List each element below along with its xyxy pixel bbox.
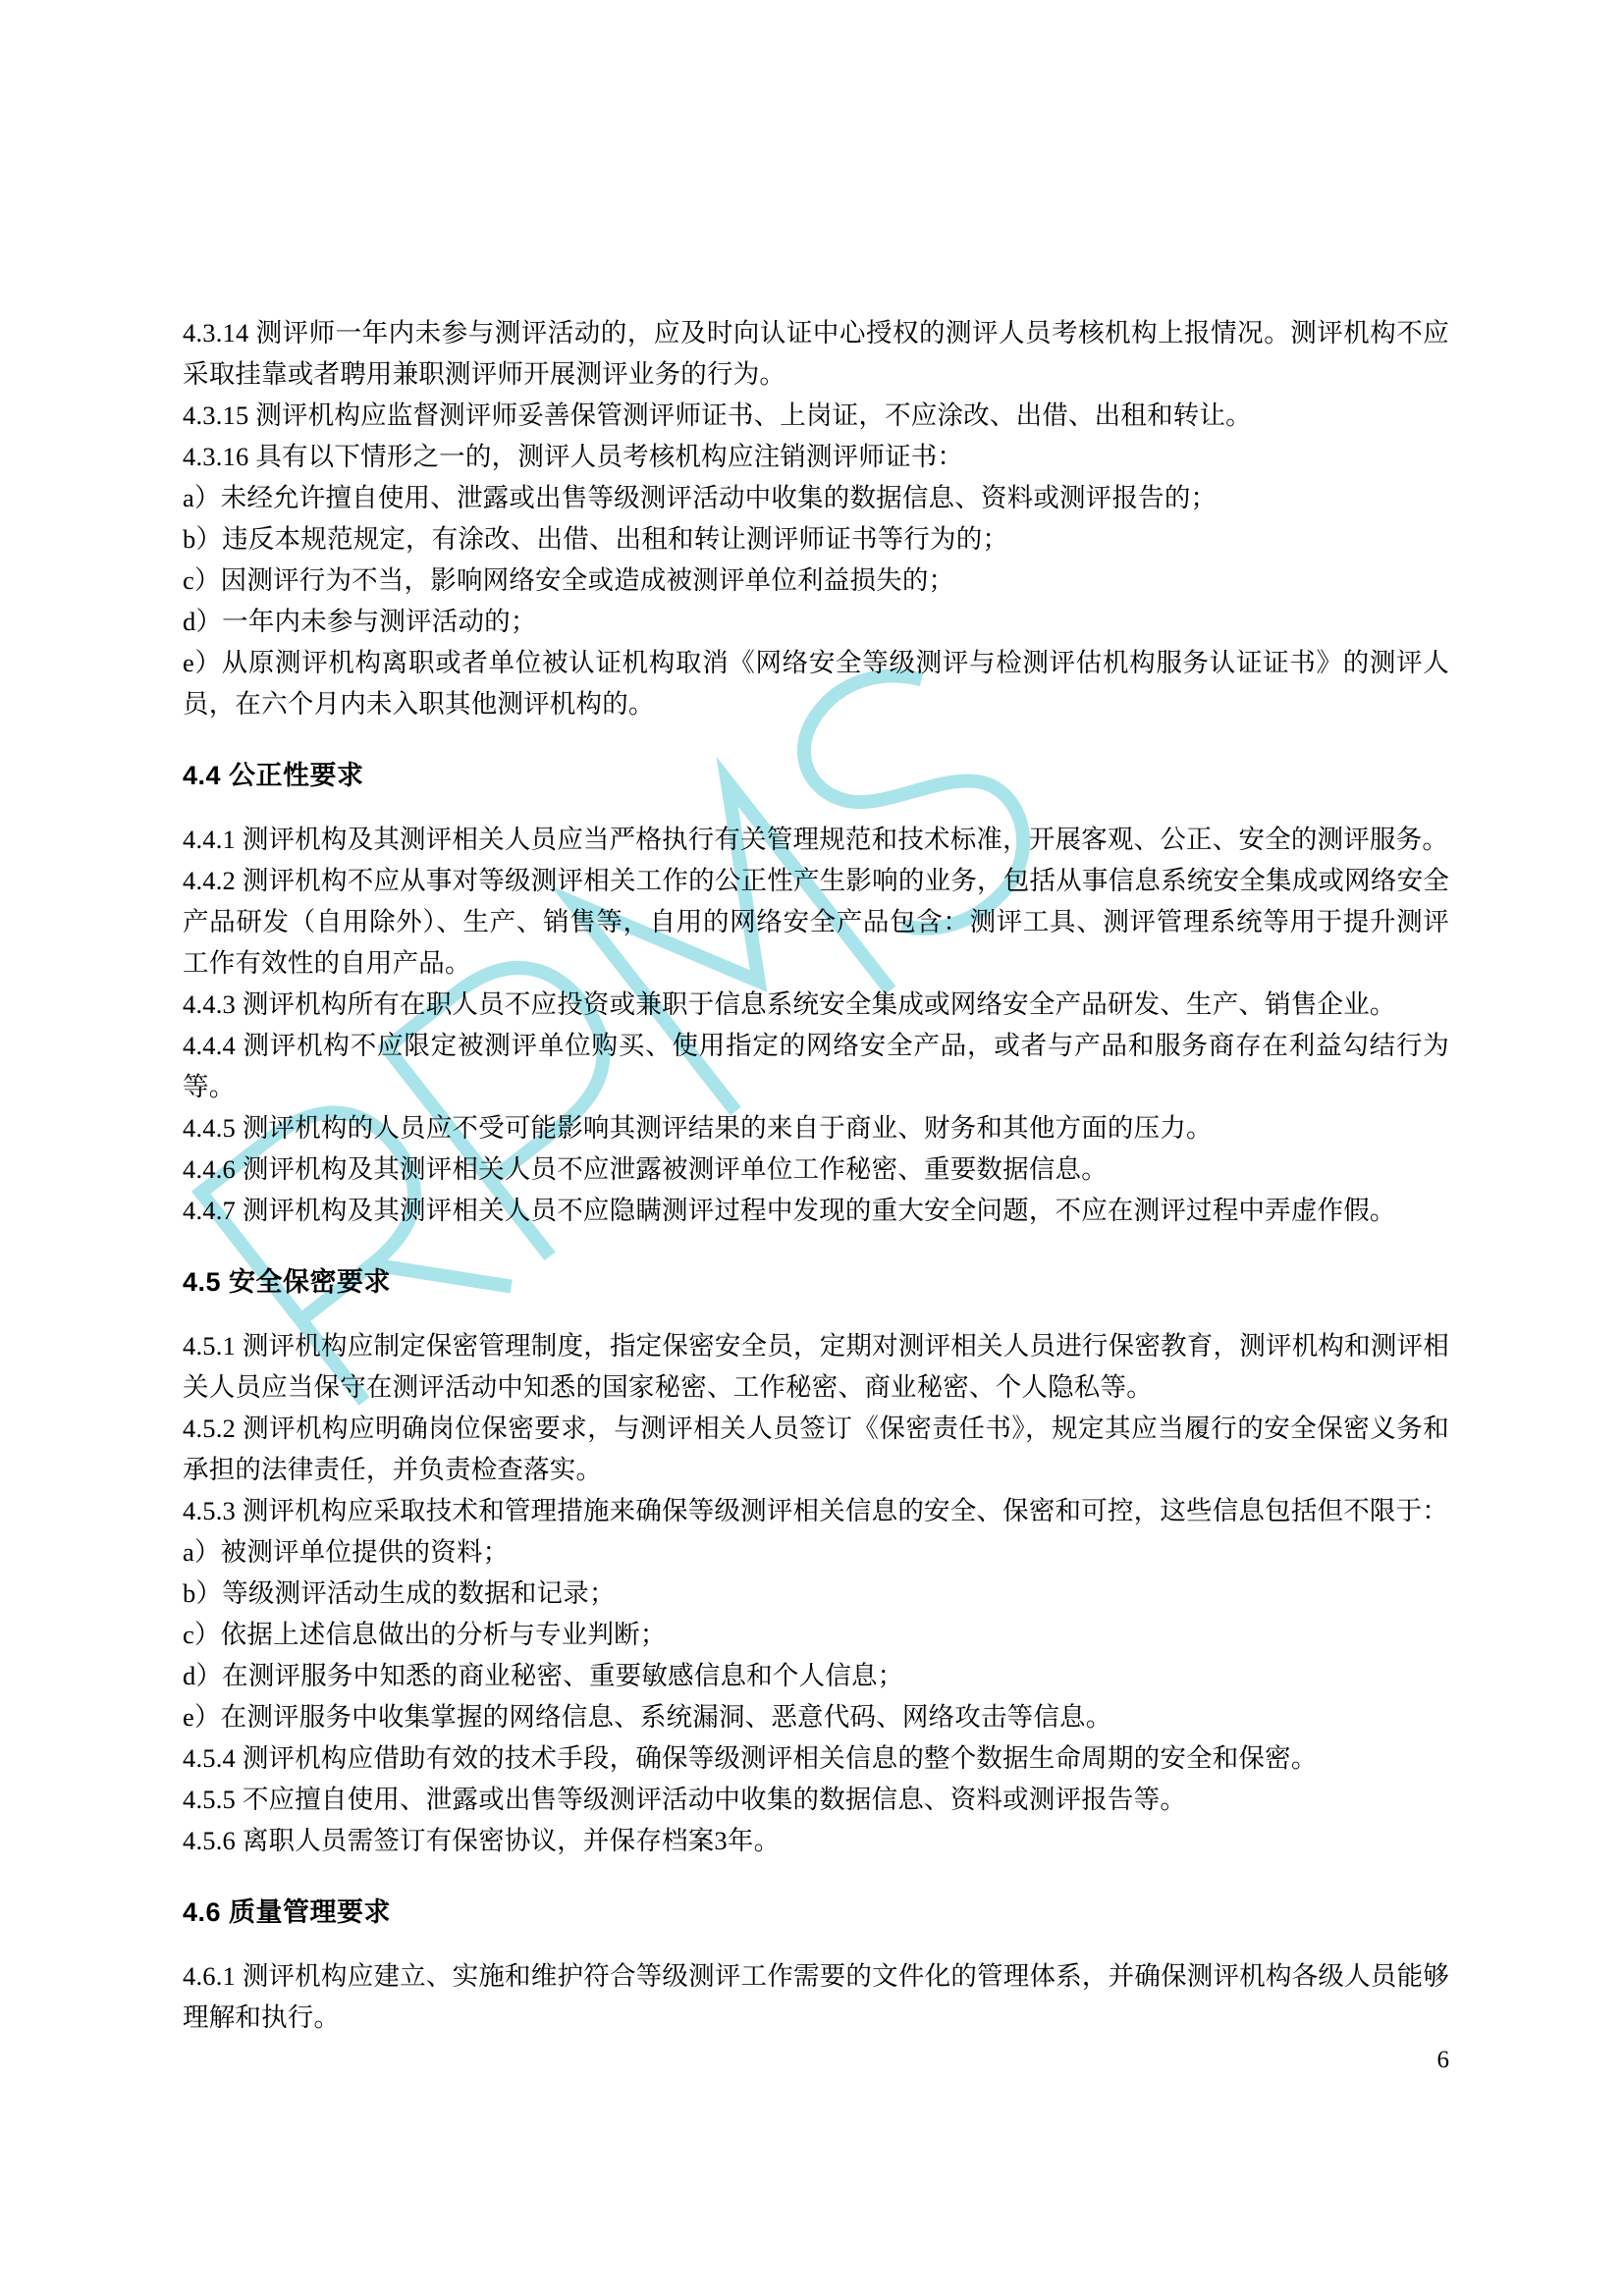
paragraph: 4.5.2 测评机构应明确岗位保密要求，与测评相关人员签订《保密责任书》，规定其应当履行的安全保密义务和承担的法律责任，并负责检查落实。 — [183, 1414, 1449, 1484]
list-item: d）在测评服务中知悉的商业秘密、重要敏感信息和个人信息； — [183, 1661, 904, 1690]
list-item: b）等级测评活动生成的数据和记录； — [183, 1578, 616, 1608]
section-4-3-continued — [183, 312, 1449, 724]
paragraph: 4.4.1 测评机构及其测评相关人员应当严格执行有关管理规范和技术标准，开展客观、公正、安全的测评服务。 — [183, 825, 1449, 854]
section-heading-4-5: 4.5 安全保密要求 — [183, 1267, 392, 1297]
section-4-5 — [183, 1325, 1449, 1861]
section-4-4 — [183, 819, 1449, 1231]
document-body — [183, 312, 1449, 2038]
list-item: d）一年内未参与测评活动的； — [183, 607, 537, 636]
list-item: c）因测评行为不当，影响网络安全或造成被测评单位利益损失的； — [183, 565, 955, 595]
paragraph: 4.4.5 测评机构的人员应不受可能影响其测评结果的来自于商业、财务和其他方面的压力。 — [183, 1113, 1213, 1143]
paragraph: 4.4.2 测评机构不应从事对等级测评相关工作的公正性产生影响的业务，包括从事信息系统安全集成或网络安全产品研发（自用除外）、生产、销售等，自用的网络安全产品包含：测评工具、测评管理系统等用于提升测评工作有效性的自用产品。 — [183, 866, 1449, 978]
paragraph: 4.5.6 离职人员需签订有保密协议，并保存档案3年。 — [183, 1826, 781, 1855]
paragraph: 4.4.7 测评机构及其测评相关人员不应隐瞒测评过程中发现的重大安全问题，不应在测评过程中弄虚作假。 — [183, 1196, 1396, 1225]
paragraph: 4.5.5 不应擅自使用、泄露或出售等级测评活动中收集的数据信息、资料或测评报告等。 — [183, 1785, 1187, 1814]
paragraph: 4.5.3 测评机构应采取技术和管理措施来确保等级测评相关信息的安全、保密和可控，这些信息包括但不限于： — [183, 1496, 1449, 1525]
list-item: a）未经允许擅自使用、泄露或出售等级测评活动中收集的数据信息、资料或测评报告的； — [183, 483, 1218, 512]
list-item: e）从原测评机构离职或者单位被认证机构取消《网络安全等级测评与检测评估机构服务认证证书》的测评人员，在六个月内未入职其他测评机构的。 — [183, 648, 1449, 719]
paragraph: 4.5.4 测评机构应借助有效的技术手段，确保等级测评相关信息的整个数据生命周期的安全和保密。 — [183, 1743, 1318, 1773]
list-item: c）依据上述信息做出的分析与专业判断； — [183, 1620, 667, 1649]
section-heading-4-4: 4.4 公正性要求 — [183, 761, 364, 790]
paragraph: 4.4.4 测评机构不应限定被测评单位购买、使用指定的网络安全产品，或者与产品和服务商存在利益勾结行为等。 — [183, 1031, 1449, 1101]
section-heading-4-6: 4.6 质量管理要求 — [183, 1897, 392, 1927]
paragraph: 4.4.3 测评机构所有在职人员不应投资或兼职于信息系统安全集成或网络安全产品研发、生产、销售企业。 — [183, 989, 1396, 1019]
page-number: 6 — [1436, 2047, 1449, 2073]
paragraph: 4.5.1 测评机构应制定保密管理制度，指定保密安全员，定期对测评相关人员进行保密教育，测评机构和测评相关人员应当保守在测评活动中知悉的国家秘密、工作秘密、商业秘密、个人隐私等。 — [183, 1331, 1449, 1402]
list-item: e）在测评服务中收集掌握的网络信息、系统漏洞、恶意代码、网络攻击等信息。 — [183, 1702, 1112, 1732]
list-item: a）被测评单位提供的资料； — [183, 1537, 510, 1567]
paragraph: 4.3.16 具有以下情形之一的，测评人员考核机构应注销测评师证书： — [183, 442, 964, 471]
paragraph: 4.6.1 测评机构应建立、实施和维护符合等级测评工作需要的文件化的管理体系，并确保测评机构各级人员能够理解和执行。 — [183, 1961, 1449, 2032]
paragraph: 4.3.14 测评师一年内未参与测评活动的，应及时向认证中心授权的测评人员考核机构上报情况。测评机构不应采取挂靠或者聘用兼职测评师开展测评业务的行为。 — [183, 318, 1449, 389]
paragraph: 4.4.6 测评机构及其测评相关人员不应泄露被测评单位工作秘密、重要数据信息。 — [183, 1154, 1108, 1184]
paragraph: 4.3.15 测评机构应监督测评师妥善保管测评师证书、上岗证，不应涂改、出借、出租和转让。 — [183, 400, 1252, 430]
section-4-6 — [183, 1955, 1449, 2038]
list-item: b）违反本规范规定，有涂改、出借、出租和转让测评师证书等行为的； — [183, 524, 1009, 554]
